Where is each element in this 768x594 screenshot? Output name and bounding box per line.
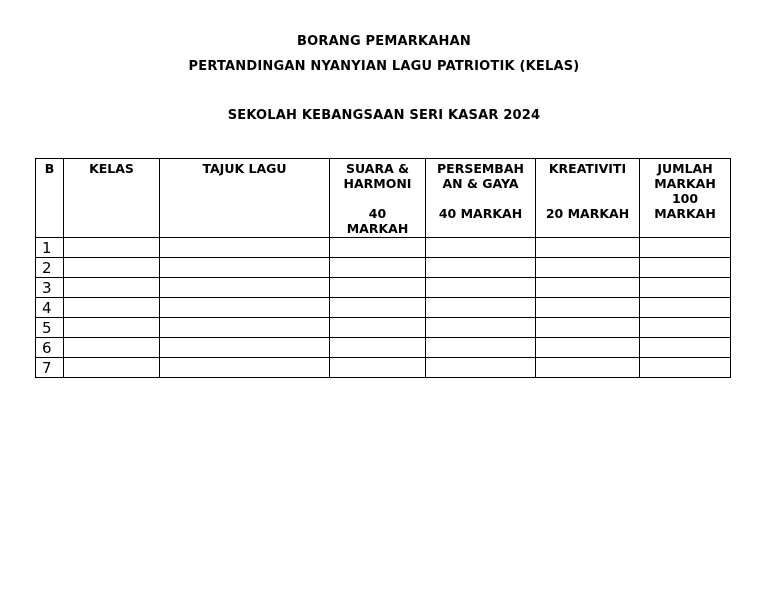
suara-harmoni-cell[interactable] xyxy=(330,318,426,338)
kelas-cell[interactable] xyxy=(64,298,160,318)
kreativiti-cell[interactable] xyxy=(536,298,640,318)
persembahan-gaya-cell[interactable] xyxy=(426,238,536,258)
kelas-cell[interactable] xyxy=(64,238,160,258)
form-title: BORANG PEMARKAHAN xyxy=(297,34,471,49)
table-header-row xyxy=(36,159,731,238)
jumlah-markah-cell[interactable] xyxy=(640,238,731,258)
jumlah-markah-cell[interactable] xyxy=(640,278,731,298)
tajuk-lagu-cell[interactable] xyxy=(160,318,330,338)
score-table xyxy=(35,158,731,378)
header-persembahan-gaya: PERSEMBAH AN & GAYA 40 MARKAH xyxy=(426,159,536,238)
kelas-cell[interactable] xyxy=(64,258,160,278)
jumlah-markah-cell[interactable] xyxy=(640,298,731,318)
kreativiti-cell[interactable] xyxy=(536,238,640,258)
row-number: 7 xyxy=(36,358,64,378)
table-row xyxy=(36,318,731,338)
tajuk-lagu-cell[interactable] xyxy=(160,338,330,358)
header-jumlah-markah: JUMLAH MARKAH 100 MARKAH xyxy=(640,159,731,238)
tajuk-lagu-cell[interactable] xyxy=(160,258,330,278)
persembahan-gaya-cell[interactable] xyxy=(426,278,536,298)
kreativiti-cell[interactable] xyxy=(536,278,640,298)
kelas-cell[interactable] xyxy=(64,358,160,378)
kreativiti-cell[interactable] xyxy=(536,258,640,278)
suara-harmoni-cell[interactable] xyxy=(330,338,426,358)
kelas-cell[interactable] xyxy=(64,278,160,298)
tajuk-lagu-cell[interactable] xyxy=(160,358,330,378)
row-number: 4 xyxy=(36,298,64,318)
suara-harmoni-cell[interactable] xyxy=(330,258,426,278)
persembahan-gaya-cell[interactable] xyxy=(426,318,536,338)
table-row xyxy=(36,338,731,358)
row-number: 1 xyxy=(36,238,64,258)
suara-harmoni-cell[interactable] xyxy=(330,358,426,378)
table-row xyxy=(36,358,731,378)
tajuk-lagu-cell[interactable] xyxy=(160,238,330,258)
header-bil: B xyxy=(36,159,64,238)
row-number: 3 xyxy=(36,278,64,298)
jumlah-markah-cell[interactable] xyxy=(640,318,731,338)
suara-harmoni-cell[interactable] xyxy=(330,298,426,318)
row-number: 5 xyxy=(36,318,64,338)
table-row xyxy=(36,258,731,278)
header-kreativiti: KREATIVITI 20 MARKAH xyxy=(536,159,640,238)
kreativiti-cell[interactable] xyxy=(536,358,640,378)
suara-harmoni-cell[interactable] xyxy=(330,238,426,258)
tajuk-lagu-cell[interactable] xyxy=(160,278,330,298)
kelas-cell[interactable] xyxy=(64,318,160,338)
table-row xyxy=(36,298,731,318)
tajuk-lagu-cell[interactable] xyxy=(160,298,330,318)
kelas-cell[interactable] xyxy=(64,338,160,358)
suara-harmoni-cell[interactable] xyxy=(330,278,426,298)
table-row xyxy=(36,238,731,258)
school-title: SEKOLAH KEBANGSAAN SERI KASAR 2024 xyxy=(227,108,541,123)
header-suara-harmoni: SUARA & HARMONI 40 MARKAH xyxy=(330,159,426,238)
persembahan-gaya-cell[interactable] xyxy=(426,338,536,358)
jumlah-markah-cell[interactable] xyxy=(640,258,731,278)
persembahan-gaya-cell[interactable] xyxy=(426,298,536,318)
jumlah-markah-cell[interactable] xyxy=(640,338,731,358)
table-row xyxy=(36,278,731,298)
header-tajuk-lagu: TAJUK LAGU xyxy=(160,159,330,238)
kreativiti-cell[interactable] xyxy=(536,318,640,338)
kreativiti-cell[interactable] xyxy=(536,338,640,358)
header-kelas: KELAS xyxy=(64,159,160,238)
row-number: 6 xyxy=(36,338,64,358)
jumlah-markah-cell[interactable] xyxy=(640,358,731,378)
persembahan-gaya-cell[interactable] xyxy=(426,258,536,278)
persembahan-gaya-cell[interactable] xyxy=(426,358,536,378)
row-number: 2 xyxy=(36,258,64,278)
competition-title: PERTANDINGAN NYANYIAN LAGU PATRIOTIK (KELAS) xyxy=(188,59,580,74)
